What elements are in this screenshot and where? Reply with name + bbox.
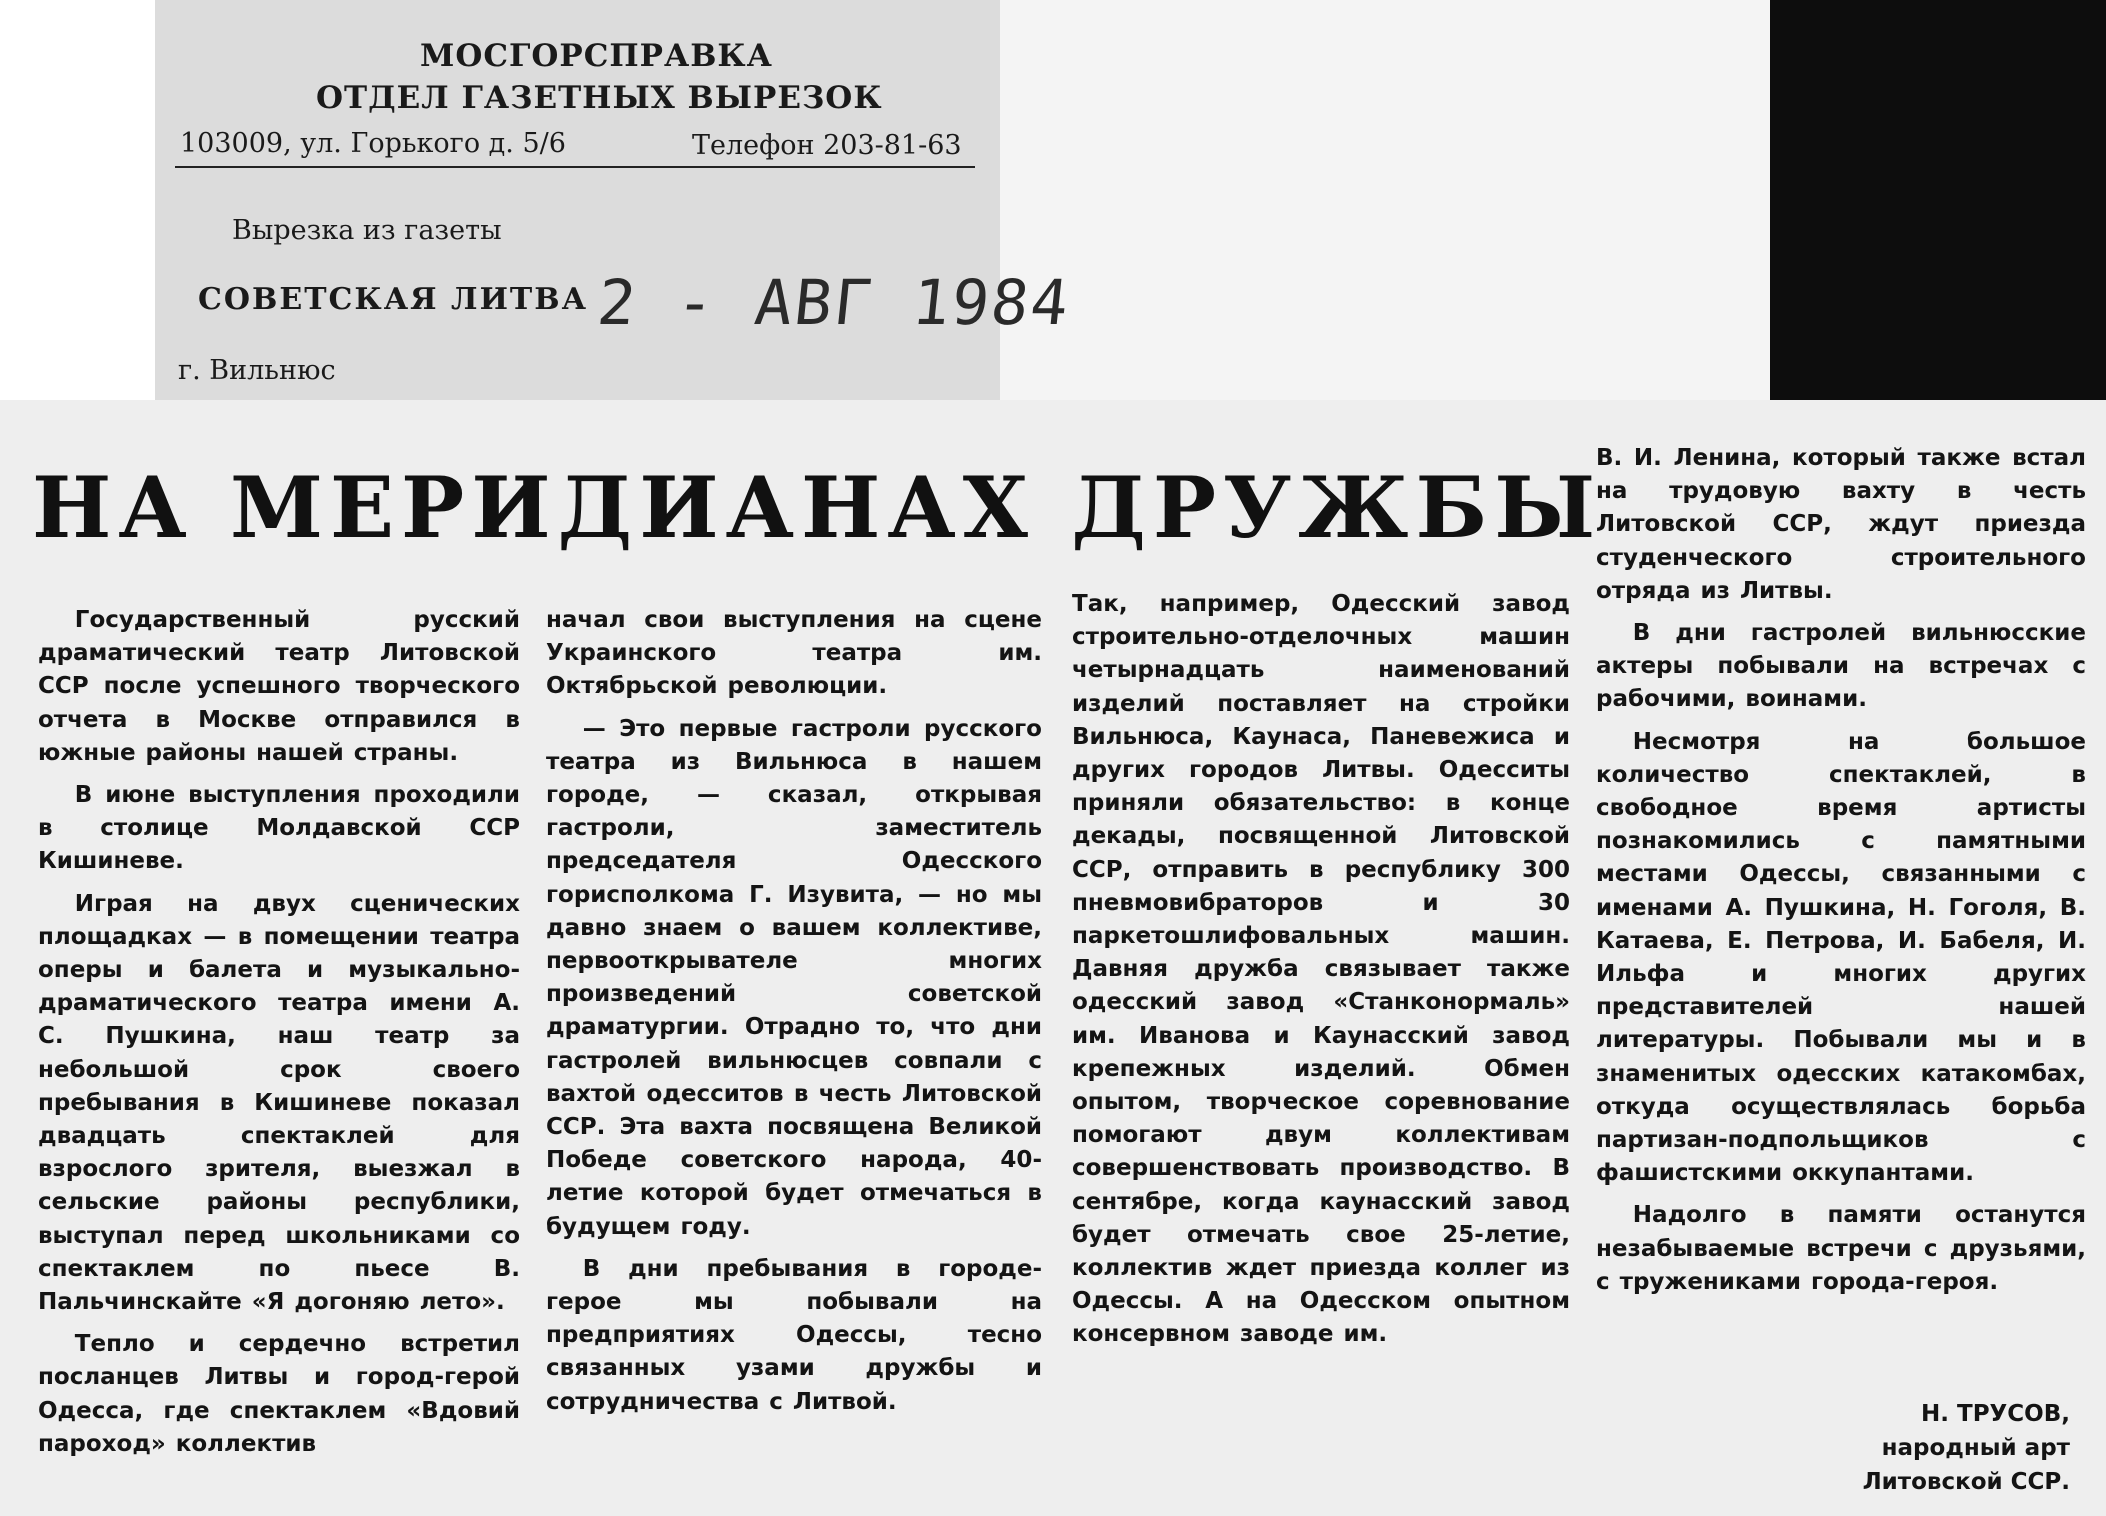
header-divider (175, 166, 975, 168)
org-address: 103009, ул. Горького д. 5/6 (180, 128, 566, 159)
paragraph: Надолго в памяти останутся незабываемые встречи с друзьями, с тружениками города-героя. (1596, 1202, 2086, 1295)
article-column-3 (1072, 588, 1570, 1352)
paragraph: Тепло и сердечно встретил посланцев Литвы и город-герой Одесса, где спектаклем «Вдовий пароход» коллектив (38, 1331, 520, 1457)
org-phone: Телефон 203-81-63 (692, 130, 962, 161)
article-headline: НА МЕРИДИАНАХ ДРУЖБЫ (32, 458, 1603, 557)
paragraph: Играя на двух сценических площадках — в помещении театра оперы и балета и музыкально-драматического театра имени А. С. Пушкина, наш театр за небольшой срок своего пребывания в Кишиневе показал двадцать спектаклей для взрослого зрителя, выезжал в сельские районы республики, выступал перед школьниками со спектаклем по пьесе В. Пальчинскайте «Я догоняю лето». (38, 890, 520, 1316)
paper-margin (1000, 0, 1770, 400)
paragraph: В дни гастролей вильнюсские актеры побывали на встречах с рабочими, воинами. (1596, 620, 2086, 713)
paragraph: В. И. Ленина, который также встал на трудовую вахту в честь Литовской ССР, ждут приезда студенческого строительного отряда из Литвы. (1596, 445, 2086, 604)
org-name: МОСГОРСПРАВКА (420, 38, 773, 74)
author-signature (1780, 1397, 2070, 1499)
paragraph: В июне выступления проходили в столице Молдавской ССР Кишиневе. (38, 782, 520, 875)
date-stamp: 2 - АВГ 1984 (594, 266, 1074, 339)
newspaper-city: г. Вильнюс (178, 355, 336, 386)
article-column-1 (38, 604, 520, 1461)
paragraph: — Это первые гастроли русского театра из Вильнюса в нашем городе, — сказал, открывая гастроли, заместитель председателя Одесского горисполкома Г. Изувита, — но мы давно знаем о вашем коллективе, первооткрывателе многих произведений советской драматургии. Отрадно то, что дни гастролей вильнюсцев совпали с вахтой одесситов в честь Литовской ССР. Эта вахта посвящена Великой Победе советского народа, 40-летие которой будет отмечаться в будущем году. (546, 715, 1042, 1240)
clipping-label: Вырезка из газеты (232, 215, 502, 246)
author-title: народный арт (1881, 1435, 2070, 1461)
author-name: Н. ТРУСОВ, (1921, 1401, 2070, 1427)
department-name: ОТДЕЛ ГАЗЕТНЫХ ВЫРЕЗОК (316, 80, 883, 116)
paragraph: Так, например, Одесский завод строительно-отделочных машин четырнадцать наименований изделий поставляет на стройки Вильнюса, Каунаса, Паневежиса и других городов Литвы. Одесситы приняли обязательство: в конце декады, посвященной Литовской ССР, отправить в республику 300 пневмовибраторов и 30 паркетошлифовальных машин. Давняя дружба связывает также одесский завод «Станконормаль» им. Иванова и Каунасский завод крепежных изделий. Обмен опытом, творческое соревнование помогают двум коллективам совершенствовать производство. В сентябре, когда каунасский завод будет отмечать свое 25-летие, коллектив ждет приезда коллег из Одессы. А на Одесском опытном консервном заводе им. (1072, 591, 1570, 1348)
newspaper-name: СОВЕТСКАЯ ЛИТВА (198, 282, 589, 317)
paragraph: В дни пребывания в городе-герое мы побывали на предприятиях Одессы, тесно связанных узами дружбы и сотрудничества с Литвой. (546, 1255, 1042, 1415)
paragraph: Государственный русский драматический театр Литовской ССР после успешного творческого отчета в Москве отправился в южные районы нашей страны. (38, 607, 520, 766)
paragraph: начал свои выступления на сцене Украинского театра им. Октябрьской революции. (546, 607, 1042, 700)
paragraph: Несмотря на большое количество спектаклей, в свободное время артисты познакомились с памятными местами Одессы, связанными с именами А. Пушкина, Н. Гоголя, В. Катаева, Е. Петрова, И. Бабеля, И. Ильфа и многих других представителей нашей литературы. Побывали мы и в знаменитых одесских катакомбах, откуда осуществлялась борьба партизан-подпольщиков с фашистскими оккупантами. (1596, 728, 2086, 1187)
article-column-4 (1596, 442, 2086, 1299)
author-title-continued: Литовской ССР. (1862, 1469, 2070, 1495)
article-column-2 (546, 604, 1042, 1419)
scan-edge (1770, 0, 2106, 400)
